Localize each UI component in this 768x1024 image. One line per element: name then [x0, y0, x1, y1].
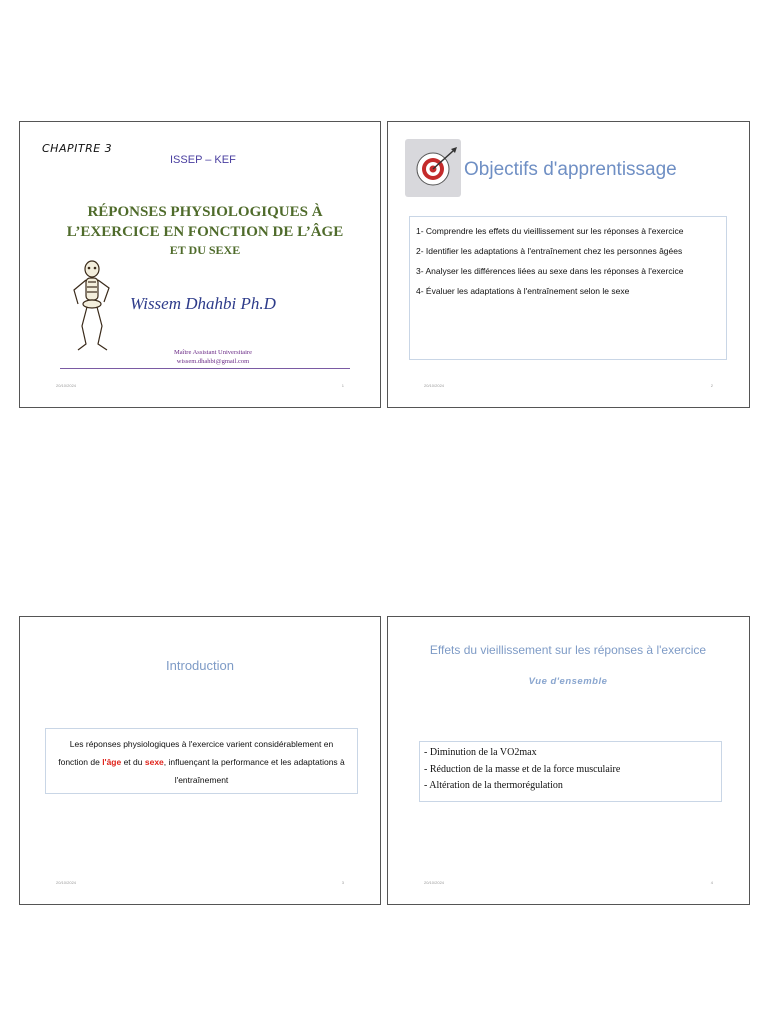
intro-box — [45, 728, 358, 794]
effects-box — [419, 741, 722, 802]
skeleton-illustration — [64, 260, 120, 356]
divider — [60, 368, 350, 369]
slide-3 — [19, 616, 381, 905]
slide-subtitle: Vue d'ensemble — [528, 676, 608, 687]
objectives-box — [409, 216, 727, 360]
title-line-2: L’EXERCICE EN FONCTION DE L’ÂGE — [66, 224, 344, 240]
title-line-3: ET DU SEXE — [169, 243, 241, 257]
slide-4 — [387, 616, 750, 905]
author-role: Maître Assistant Universitaire — [174, 349, 252, 356]
slide-date: 20/10/2024 — [424, 880, 445, 885]
target-icon — [405, 139, 461, 197]
slide-title — [40, 202, 370, 242]
slide-number: 3 — [341, 880, 344, 885]
effect-item: - Diminution de la VO2max — [424, 747, 537, 758]
institution-label: ISSEP – KEF — [170, 154, 236, 166]
intro-text: , influençant la performance et les adaptations à l'entraînement — [163, 757, 345, 785]
objective-item: 2- Identifier les adaptations à l'entraînement chez les personnes âgées — [416, 246, 683, 256]
objective-item: 3- Analyser les différences liées au sexe dans les réponses à l'exercice — [416, 266, 684, 276]
slide-title: Objectifs d'apprentissage — [464, 159, 677, 180]
slide-date: 20/10/2024 — [56, 880, 77, 885]
slide-number: 4 — [710, 880, 713, 885]
slide-title: Effets du vieillissement sur les réponses à l'exercice — [429, 643, 707, 657]
highlight-sex: sexe — [144, 757, 164, 767]
intro-text: Les réponses physiologiques à l'exercice varient considérablement en fonction de — [58, 739, 334, 767]
slide-date: 20/10/2024 — [424, 383, 445, 388]
author-name: Wissem Dhahbi Ph.D — [130, 294, 276, 313]
effect-item: - Réduction de la masse et de la force musculaire — [424, 763, 621, 775]
title-line-1: RÉPONSES PHYSIOLOGIQUES À — [87, 204, 323, 220]
slide-2 — [387, 121, 750, 408]
chapter-label: CHAPITRE 3 — [42, 142, 113, 155]
slide-number: 1 — [341, 383, 344, 388]
author-info — [118, 348, 308, 366]
effect-item: - Altération de la thermorégulation — [424, 780, 563, 791]
slide-number: 2 — [710, 383, 713, 388]
highlight-age: l'âge — [102, 757, 122, 767]
slide-date: 20/10/2024 — [56, 383, 77, 388]
slide-title: Introduction — [166, 658, 234, 673]
objective-item: 4- Évaluer les adaptations à l'entraînement selon le sexe — [416, 286, 630, 296]
slide-1 — [19, 121, 381, 408]
intro-text: et du — [121, 757, 145, 767]
author-email: wissem.dhahbi@gmail.com — [176, 358, 250, 365]
objective-item: 1- Comprendre les effets du vieillissement sur les réponses à l'exercice — [416, 226, 684, 236]
